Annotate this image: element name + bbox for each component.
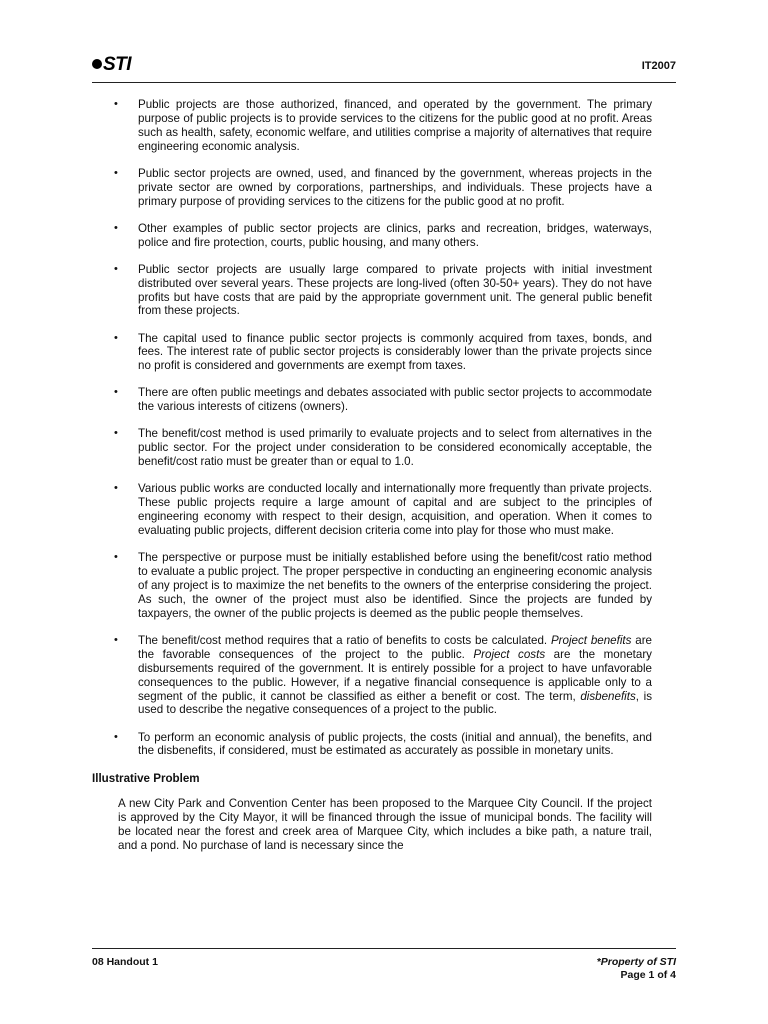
bullet-text: Other examples of public sector projects are clinics, parks and recreation, bridges, waterways, police and fire protection, courts, public housing, and many others. [138,221,652,249]
list-item [92,167,652,209]
text-run: , is used to describe the negative consequences of a project to the public. [138,689,652,717]
document-body [92,98,652,853]
bullet-icon: • [114,166,118,179]
page-number: Page 1 of 4 [620,969,676,981]
bullet-text: The capital used to finance public sector projects is commonly acquired from taxes, bonds, and fees. The interest rate of public sector projects is considerably lower than the private projects since no profit is considered and governments are exempt from taxes. [138,331,652,373]
sti-logo [92,54,131,76]
problem-paragraph: A new City Park and Convention Center has been proposed to the Marquee City Council. If the project is approved by the City Mayor, it will be financed through the issue of municipal bonds. The facility will be located near the forest and creek area of Marquee City, which includes a bike path, a nature trail, and a pond. No purchase of land is necessary since the [118,797,652,853]
list-item [92,482,652,538]
list-item [92,222,652,250]
bullet-text: Public sector projects are usually large compared to private projects with initial investment distributed over several years. These projects are long-lived (often 30-50+ years). They do not have profits but have costs that are paid by the appropriate government unit. The general public benefit from these projects. [138,262,652,318]
page-footer [92,948,676,981]
text-run: are the monetary disbursements required of the government. It is entirely possible for a project to have unfavorable consequences to the public. However, if a negative financial consequence is applicable only to a segment of the public, it cannot be classified as either a benefit or cost. The term, [138,647,652,703]
list-item [92,263,652,319]
text-run: are the favorable consequences of the project to the public. [138,633,652,661]
list-item [92,551,652,621]
property-label: *Property of STI [596,956,676,968]
bullet-icon: • [114,482,118,495]
emphasis-term: Project benefits [550,633,632,647]
bullet-icon: • [114,98,118,110]
bullet-icon: • [114,331,118,344]
page-header [92,52,676,83]
bullet-text: To perform an economic analysis of public projects, the costs (initial and annual), the benefits, and the disbenefits, if considered, must be estimated as accurately as possible in monetary units. [138,730,652,758]
bullet-icon: • [114,221,118,234]
footer-right [597,956,676,982]
list-item [92,98,652,154]
bullet-icon: • [114,427,118,440]
bullet-icon: • [114,730,118,743]
logo-mark-icon [92,59,102,69]
list-item [92,634,652,717]
emphasis-term: disbenefits [580,689,636,703]
bullet-text: Public sector projects are owned, used, and financed by the government, whereas projects in the private sector are owned by corporations, partnerships, and individuals. These projects have a primary purpose of providing services to the citizens for the public good at no profit. [138,166,652,208]
bullet-text: Public projects are those authorized, financed, and operated by the government. The primary purpose of public projects is to provide services to the citizens for the public good at no profit. Areas such as health, safety, economic welfare, and utilities comprise a majority of alternatives that require engineering economic analysis. [138,98,652,153]
emphasis-term: Project costs [473,647,546,661]
bullet-list [92,98,652,758]
list-item [92,332,652,374]
list-item [92,731,652,759]
logo-text: STI [103,54,132,75]
bullet-text [138,634,652,717]
section-title: Illustrative Problem [92,771,200,785]
bullet-icon: • [114,262,118,275]
bullet-icon: • [114,633,118,646]
list-item [92,386,652,414]
handout-label: 08 Handout 1 [92,956,158,968]
text-run: The benefit/cost method requires that a ratio of benefits to costs be calculated. [138,633,551,647]
document-code: IT2007 [641,60,676,72]
bullet-text: The benefit/cost method is used primarily to evaluate projects and to select from alternatives in the public sector. For the project under consideration to be considered economically acceptable, the benefit/cost ratio must be greater than or equal to 1.0. [138,427,652,469]
bullet-text: Various public works are conducted locally and internationally more frequently than private projects. These public projects require a large amount of capital and are subject to the principles of engineering economy with respect to their design, acquisition, and operation. When it comes to evaluating public projects, different decision criteria come into play for those who must make. [138,482,652,538]
bullet-icon: • [114,386,118,399]
list-item [92,427,652,469]
bullet-text: The perspective or purpose must be initially established before using the benefit/cost ratio method to evaluate a public project. The proper perspective in conducting an engineering economic analysis of any project is to maximize the net benefits to the owners of the enterprise considering the project. As such, the owner of the project must also be identified. Since the projects are funded by taxpayers, the owner of the public projects is deemed as the public people themselves. [138,551,652,620]
bullet-text: There are often public meetings and debates associated with public sector projects to accommodate the various interests of citizens (owners). [138,386,652,414]
bullet-icon: • [114,551,118,564]
